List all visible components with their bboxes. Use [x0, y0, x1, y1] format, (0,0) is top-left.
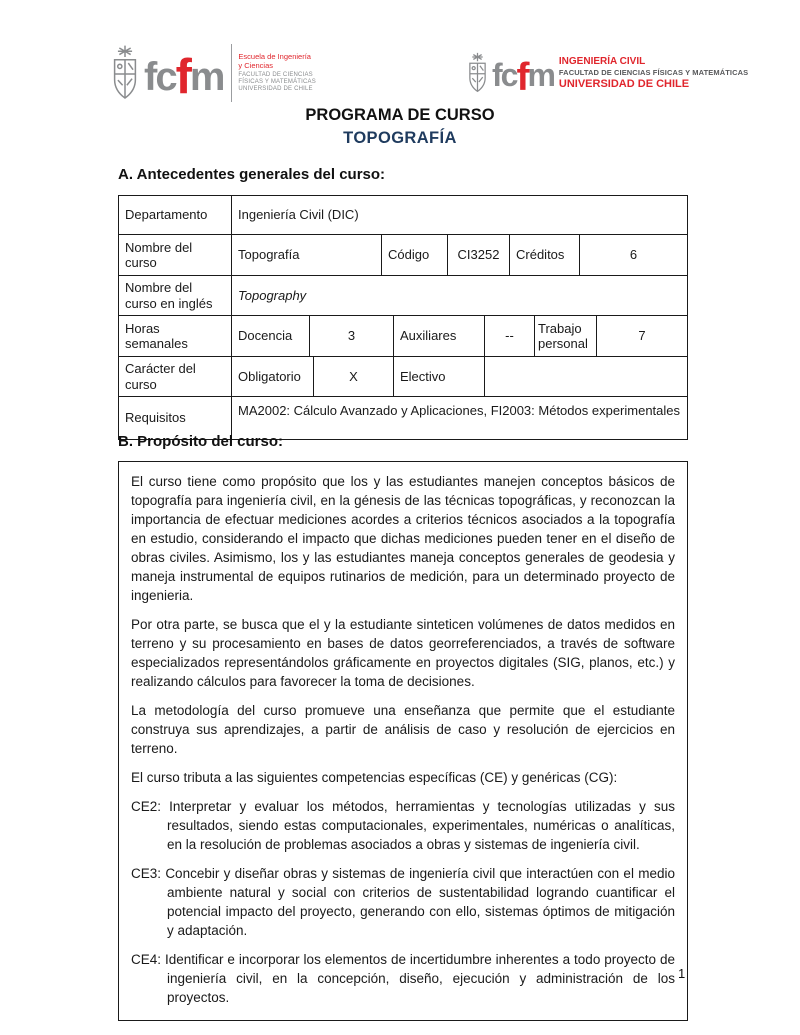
fcfm-civil-logo: [465, 48, 748, 98]
school-logo-text: [238, 53, 316, 93]
wordmark-letter-f-red: f: [516, 56, 528, 100]
trabajo-personal-label-cell: Trabajo personal: [534, 316, 596, 356]
wordmark-letter-m: m: [189, 54, 224, 99]
requisitos-value-cell: MA2002: Cálculo Avanzado y Aplicaciones, FI2003: Métodos experimentales: [231, 397, 687, 439]
trabajo-personal-value-cell: 7: [596, 316, 687, 356]
wordmark-letters-fc: fc: [492, 57, 517, 94]
purpose-paragraph: El curso tributa a las siguientes competencias específicas (CE) y genéricas (CG):: [131, 770, 618, 785]
electivo-label-cell: Electivo: [393, 357, 484, 396]
competencia-code: CE3:: [131, 866, 162, 881]
faculty-line: FACULTAD DE CIENCIAS FÍSICAS Y MATEMÁTICAS: [558, 67, 749, 77]
obligatorio-value-cell: X: [313, 357, 393, 396]
competencia-code: CE2:: [131, 799, 162, 814]
horas-label-cell: Horas semanales: [125, 320, 188, 351]
document-title: PROGRAMA DE CURSO: [305, 106, 495, 124]
table-row-nombre-ingles: [119, 275, 687, 315]
logo-divider: [231, 44, 232, 102]
purpose-paragraph: Por otra parte, se busca que el y la estudiante sinteticen volúmenes de datos medidos en terreno y su procesamiento en bases de datos georreferenciados, a través de software especializados representándolos gráficamente en proyectos digitales (SIG, planos, etc.) y realizando cálculos para favorecer la toma de decisiones.: [131, 617, 675, 689]
page-number: 1: [678, 966, 686, 981]
competencia-ce2: [131, 797, 675, 854]
departamento-label-cell: Departamento: [125, 207, 208, 223]
civil-logo-text: [559, 56, 748, 91]
auxiliares-label-cell: Auxiliares: [393, 316, 484, 356]
uchile-shield-icon: [108, 44, 142, 102]
wordmark-letter-m: m: [527, 57, 554, 94]
faculty-line1: FACULTAD DE CIENCIAS: [238, 72, 313, 78]
codigo-value-cell: CI3252: [447, 235, 509, 275]
nombre-ingles-value-cell: Topography: [231, 276, 687, 315]
creditos-label-cell: Créditos: [509, 235, 579, 275]
docencia-label-cell: Docencia: [231, 316, 309, 356]
departamento-value-cell: Ingeniería Civil (DIC): [231, 196, 687, 234]
school-name-line2: y Ciencias: [238, 60, 274, 70]
competencia-text: Interpretar y evaluar los métodos, herramientas y tecnologías utilizadas y sus resultados, siendo estas computacionales, experimentales, numéricas o analíticas, en la resolución de problemas asociados a obras y sistemas de ingeniería civil.: [167, 799, 675, 852]
university-line: UNIVERSIDAD DE CHILE: [238, 86, 313, 92]
table-row-horas-semanales: [119, 315, 687, 356]
nombre-curso-label-cell: Nombre del curso: [125, 239, 193, 270]
fcfm-wordmark: [144, 50, 224, 105]
table-row-departamento: [119, 196, 687, 234]
auxiliares-value-cell: --: [484, 316, 534, 356]
school-name-line1: Escuela de Ingeniería: [238, 52, 311, 61]
wordmark-letter-f-red: f: [175, 50, 190, 105]
requisitos-label-cell: Requisitos: [125, 410, 186, 426]
competencia-code: CE4:: [131, 952, 162, 967]
table-row-nombre-curso: [119, 234, 687, 275]
caracter-label-cell: Carácter del curso: [125, 361, 196, 392]
uchile-shield-icon: [465, 50, 490, 96]
obligatorio-label-cell: Obligatorio: [231, 357, 313, 396]
faculty-line2: FÍSICAS Y MATEMÁTICAS: [238, 79, 316, 85]
purpose-paragraph: El curso tiene como propósito que los y las estudiantes manejen conceptos básicos de topografía para ingeniería civil, en la génesis de las técnicas topográficas, y reconozcan la importancia de efectuar mediciones acordes a criterios técnicos asociados a la topografía en estudio, considerando el impacto que dichas mediciones pueden tener en el diseño de obras civiles. Asimismo, los y las estudiantes maneja conceptos generales de geodesia y maneja instrumental de equipos rutinarios de medición, para un determinado proyecto de ingenieria.: [131, 474, 675, 603]
table-row-caracter-curso: [119, 356, 687, 396]
docencia-value-cell: 3: [309, 316, 393, 356]
university-line: UNIVERSIDAD DE CHILE: [558, 77, 690, 90]
fcfm-school-logo: [108, 42, 316, 104]
course-info-table: [118, 195, 688, 440]
section-a-heading: A. Antecedentes generales del curso:: [118, 166, 386, 183]
course-name-title: TOPOGRAFÍA: [343, 129, 457, 147]
fcfm-wordmark: [492, 56, 554, 100]
competencia-text: Concebir y diseñar obras y sistemas de ingeniería civil que interactúen con el medio ambiente natural y social con criterios de sustentabilidad logrando cuantificar el potencial impacto del proyecto, generando con ello, sistemas óptimos de mitigación y adaptación.: [165, 866, 675, 938]
electivo-value-cell: [484, 357, 687, 396]
wordmark-letters-fc: fc: [144, 54, 176, 99]
competencia-text: Identificar e incorporar los elementos de incertidumbre inherentes a todo proyecto de ingeniería civil, en la concepción, diseño, ejecución y administración de los proyectos.: [164, 952, 675, 1005]
competencia-ce4: [131, 950, 675, 1007]
purpose-paragraph: La metodología del curso promueve una enseñanza que permite que el estudiante construya sus aprendizajes, a partir de análisis de caso y resolución de ejercicios en terreno.: [131, 703, 675, 756]
codigo-label-cell: Código: [381, 235, 447, 275]
nombre-curso-value-cell: Topografía: [231, 235, 381, 275]
course-purpose-box: [118, 461, 688, 1021]
section-b-heading: B. Propósito del curso:: [118, 433, 284, 450]
ingenieria-civil-line: INGENIERÍA CIVIL: [558, 55, 646, 67]
competencia-ce3: [131, 864, 675, 940]
nombre-ingles-label-cell: Nombre del curso en inglés: [125, 280, 213, 311]
creditos-value-cell: 6: [579, 235, 687, 275]
